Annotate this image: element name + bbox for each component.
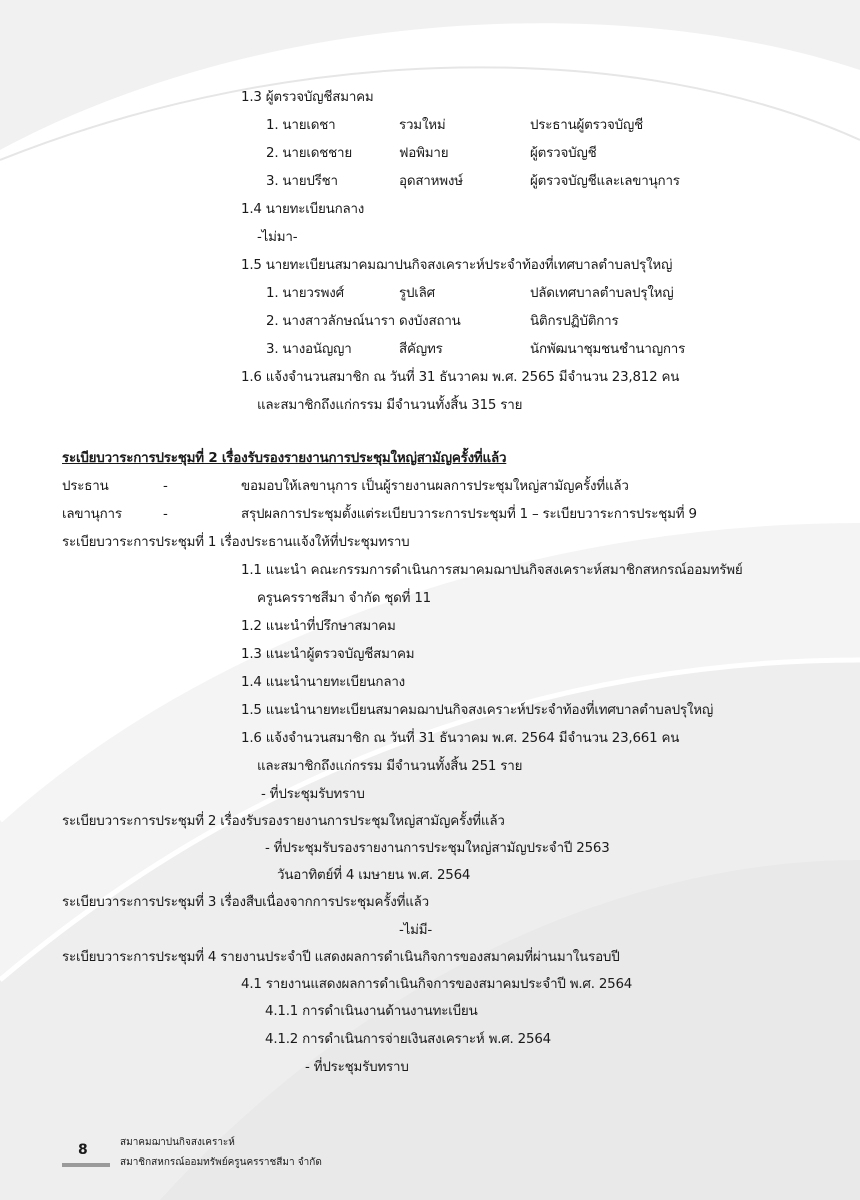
prev-agenda-1-heading: ระเบียบวาระการประชุมที่ 1 เรื่องประธานแจ้งให้ที่ประชุมทราบ [62, 535, 410, 550]
member-name: 1. นายเดชา [266, 118, 336, 133]
member-name: 3. นางอนัญญา [266, 342, 352, 357]
member-surname: ดงบังสถาน [399, 314, 461, 329]
prev-item-1-6-cont: และสมาชิกถึงแก่กรรม มีจำนวนทั้งสิ้น 251 ราย [257, 759, 523, 774]
prev-item-1-6: 1.6 แจ้งจำนวนสมาชิก ณ วันที่ 31 ธันวาคม พ.ศ. 2564 มีจำนวน 23,661 คน [241, 731, 680, 746]
member-count-line: 1.6 แจ้งจำนวนสมาชิก ณ วันที่ 31 ธันวาคม พ.ศ. 2565 มีจำนวน 23,812 คน [241, 370, 680, 385]
footer-bar [62, 1163, 110, 1167]
deceased-count-line: และสมาชิกถึงแก่กรรม มีจำนวนทั้งสิ้น 315 ราย [257, 398, 523, 413]
member-surname: สีคัญทร [399, 342, 443, 357]
section-1-3-title: 1.3 ผู้ตรวจบัญชีสมาคม [241, 90, 374, 105]
member-surname: อุดสาหพงษ์ [399, 174, 463, 189]
member-name: 2. นางสาวลักษณ์นารา [266, 314, 396, 329]
prev-item-1-5: 1.5 แนะนำนายทะเบียนสมาคมฌาปนกิจสงเคราะห์ประจำท้องที่เทศบาลตำบลปรุใหญ่ [241, 703, 714, 718]
prev-agenda-4-ack: - ที่ประชุมรับทราบ [305, 1060, 409, 1075]
prev-item-1-1-cont: ครูนครราชสีมา จำกัด ชุดที่ 11 [257, 591, 431, 606]
member-role: ผู้ตรวจบัญชีและเลขานุการ [530, 174, 680, 189]
footer-org-line1: สมาคมฌาปนกิจสงเคราะห์ [120, 1137, 235, 1148]
member-role: ปลัดเทศบาลตำบลปรุใหญ่ [530, 286, 674, 301]
prev-item-1-3: 1.3 แนะนำผู้ตรวจบัญชีสมาคม [241, 647, 415, 662]
prev-agenda-2-line1: - ที่ประชุมรับรองรายงานการประชุมใหญ่สามัญประจำปี 2563 [265, 841, 610, 856]
member-surname: ฟอพิมาย [399, 146, 449, 161]
secretary-label: เลขานุการ [62, 507, 122, 522]
section-1-4-title: 1.4 นายทะเบียนกลาง [241, 202, 365, 217]
member-name: 2. นายเดชชาย [266, 146, 352, 161]
section-1-5-title: 1.5 นายทะเบียนสมาคมฌาปนกิจสงเคราะห์ประจำท้องที่เทศบาลตำบลปรุใหญ่ [241, 258, 673, 273]
prev-item-4-1-1: 4.1.1 การดำเนินงานด้านงานทะเบียน [265, 1004, 478, 1019]
prev-agenda-2-heading: ระเบียบวาระการประชุมที่ 2 เรื่องรับรองรายงานการประชุมใหญ่สามัญครั้งที่แล้ว [62, 814, 505, 829]
prev-agenda-2-date: วันอาทิตย์ที่ 4 เมษายน พ.ศ. 2564 [277, 868, 471, 883]
member-surname: รวมใหม่ [399, 118, 446, 133]
prev-item-4-1: 4.1 รายงานแสดงผลการดำเนินกิจการของสมาคมประจำปี พ.ศ. 2564 [241, 977, 633, 992]
agenda-2-heading: ระเบียบวาระการประชุมที่ 2 เรื่องรับรองรายงานการประชุมใหญ่สามัญครั้งที่แล้ว [62, 451, 507, 466]
footer-org-line2: สมาชิกสหกรณ์ออมทรัพย์ครูนครราชสีมา จำกัด [120, 1157, 322, 1168]
chair-dash: - [163, 479, 168, 494]
member-name: 3. นายปรีชา [266, 174, 338, 189]
member-role: นิติกรปฏิบัติการ [530, 314, 619, 329]
prev-agenda-1-ack: - ที่ประชุมรับทราบ [261, 787, 365, 802]
member-role: ผู้ตรวจบัญชี [530, 146, 597, 161]
chair-label: ประธาน [62, 479, 109, 494]
chair-statement: ขอมอบให้เลขานุการ เป็นผู้รายงานผลการประชุมใหญ่สามัญครั้งที่แล้ว [241, 479, 629, 494]
secretary-dash: - [163, 507, 168, 522]
prev-agenda-3-note: -ไม่มี- [399, 923, 433, 938]
member-name: 1. นายวรพงศ์ [266, 286, 344, 301]
secretary-statement: สรุปผลการประชุมตั้งแต่ระเบียบวาระการประชุมที่ 1 – ระเบียบวาระการประชุมที่ 9 [241, 507, 697, 522]
prev-agenda-4-heading: ระเบียบวาระการประชุมที่ 4 รายงานประจำปี แสดงผลการดำเนินกิจการของสมาคมที่ผ่านมาในรอบปี [62, 950, 620, 965]
prev-agenda-3-heading: ระเบียบวาระการประชุมที่ 3 เรื่องสืบเนื่องจากการประชุมครั้งที่แล้ว [62, 895, 430, 910]
prev-item-1-4: 1.4 แนะนำนายทะเบียนกลาง [241, 675, 405, 690]
member-role: นักพัฒนาชุมชนชำนาญการ [530, 342, 686, 357]
prev-item-4-1-2: 4.1.2 การดำเนินการจ่ายเงินสงเคราะห์ พ.ศ. 2564 [265, 1032, 551, 1047]
prev-item-1-1: 1.1 แนะนำ คณะกรรมการดำเนินการสมาคมฌาปนกิจสงเคราะห์สมาชิกสหกรณ์ออมทรัพย์ [241, 563, 743, 578]
member-surname: รูปเลิศ [399, 286, 435, 301]
page-number: 8 [78, 1142, 88, 1158]
prev-item-1-2: 1.2 แนะนำที่ปรึกษาสมาคม [241, 619, 396, 634]
member-role: ประธานผู้ตรวจบัญชี [530, 118, 644, 133]
absent-note: -ไม่มา- [257, 230, 298, 245]
